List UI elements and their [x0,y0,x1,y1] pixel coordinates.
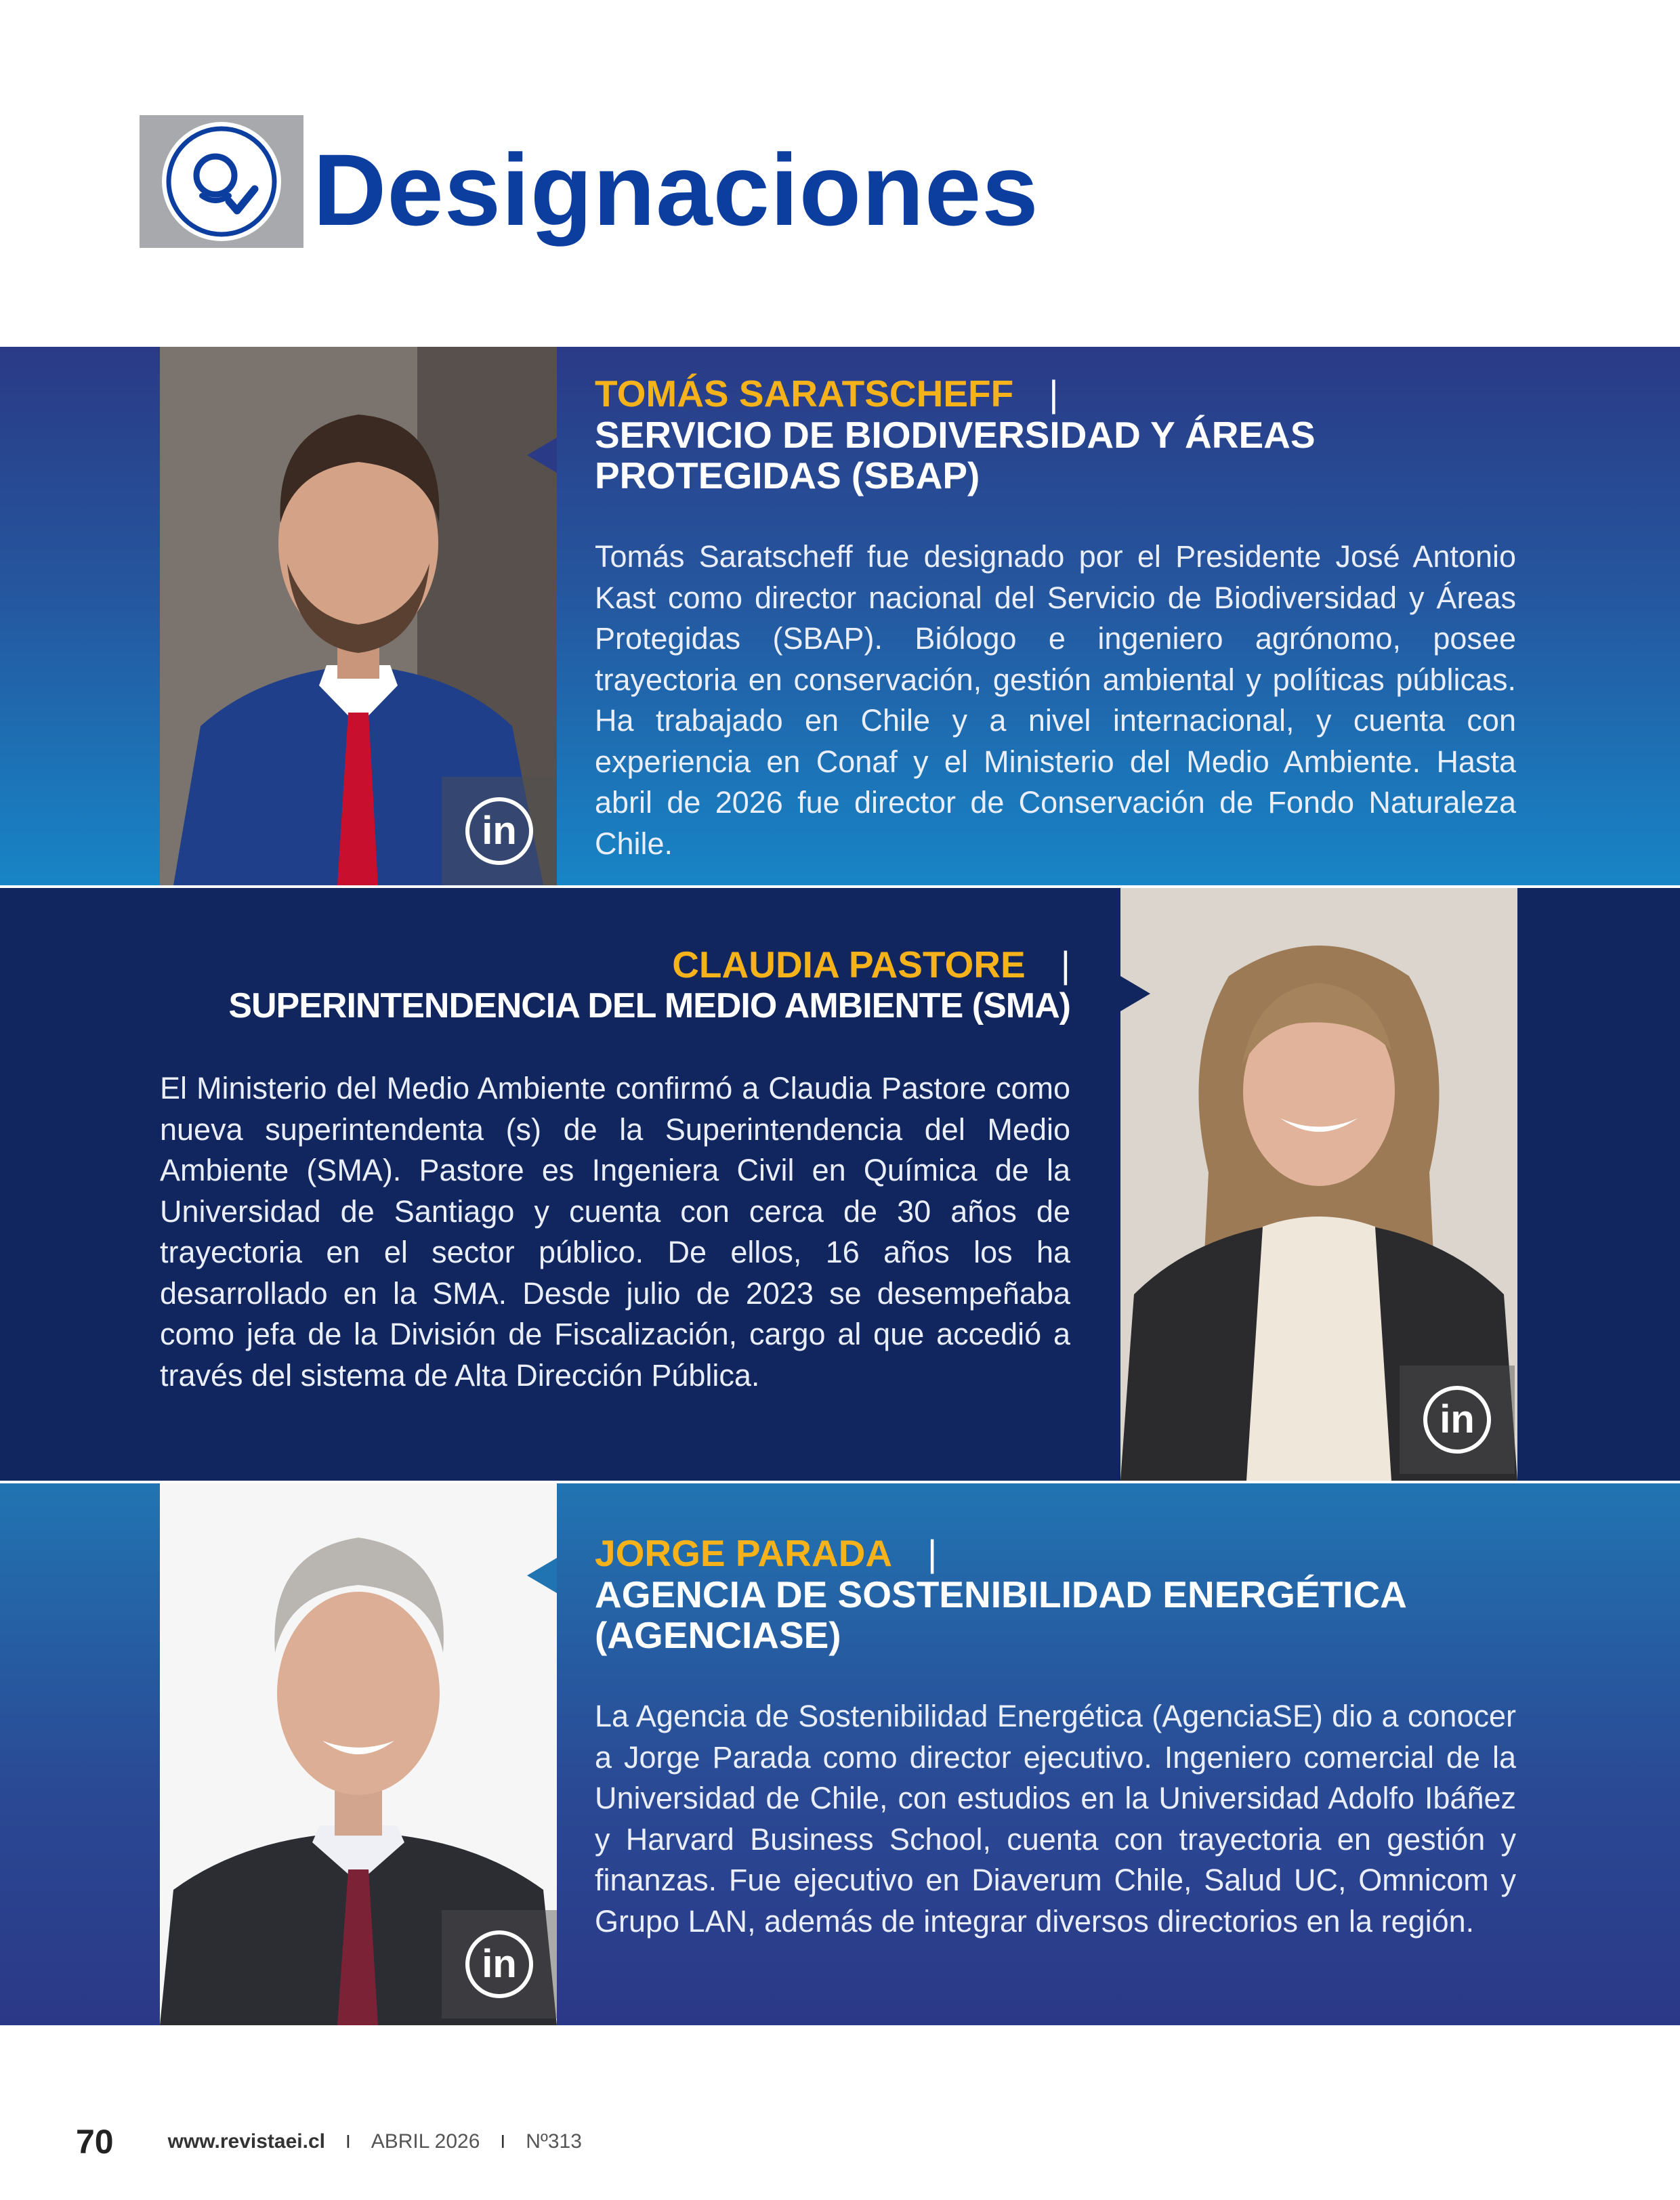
profile-bio: Tomás Saratscheff fue designado por el Presidente José Antonio Kast como director nacional del Servicio de Biodiversidad y Áreas Protegidas (SBAP). Biólogo e ingeniero agrónomo, posee trayectoria en conservación, gestión ambiental y políticas públicas. Ha trabajado en Chile y a nivel internacional, y cuenta con experiencia en Conaf y el Ministerio del Medio Ambiente. Hasta abril de 2026 fue director de Conservación de Fondo Naturaleza Chile. [595,539,1516,861]
linkedin-icon: in [465,1930,533,1998]
profile-organization: SUPERINTENDENCIA DEL MEDIO AMBIENTE (SMA) [228,986,1070,1025]
name-separator: | [1049,373,1059,415]
page-number: 70 [76,2123,114,2161]
pointer-arrow [1120,976,1150,1011]
profile-name: CLAUDIA PASTORE [672,944,1026,986]
profile-name: JORGE PARADA [595,1532,893,1574]
linkedin-button[interactable] [1400,1366,1515,1474]
profile-name-line [595,373,1516,415]
linkedin-button[interactable] [442,777,557,885]
profile-card [0,1483,1680,2025]
profile-bio: El Ministerio del Medio Ambiente confirmó a Claudia Pastore como nueva superintendenta (s) de la Superintendencia del Medio Ambiente (SMA). Pastore es Ingeniera Civil en Química de la Universidad de Santiago y cuenta con cerca de 30 años de trayectoria en el sector público. De ellos, 16 años los ha desarrollado en la SMA. Desde julio de 2023 se desempeñaba como jefa de la División de Fiscalización, cargo al que accedió a través del sistema de Alta Dirección Pública. [160,1071,1070,1393]
profile-name: TOMÁS SARATSCHEFF [595,373,1014,415]
profile-text [160,944,1070,1396]
footer-separator: I [500,2131,506,2152]
profile-organization: SERVICIO DE BIODIVERSIDAD Y ÁREAS PROTEGIDAS (SBAP) [595,414,1316,496]
profile-card [0,888,1680,1481]
linkedin-icon: in [465,797,533,865]
page-title: Designaciones [313,133,1039,247]
pointer-arrow [527,438,557,473]
search-check-icon [159,119,285,245]
profile-bio: La Agencia de Sostenibilidad Energética (AgenciaSE) dio a conocer a Jorge Parada como director ejecutivo. Ingeniero comercial de la Universidad de Chile, con estudios en la Universidad Adolfo Ibáñez y Harvard Business School, cuenta con trayectoria en gestión y finanzas. Fue ejecutivo en Diaverum Chile, Salud UC, Omnicom y Grupo LAN, además de integrar diversos directorios en la región. [595,1699,1516,1939]
profile-name-line [160,944,1070,986]
issue-number: Nº313 [526,2130,582,2153]
section-icon-box [140,115,303,248]
profile-name-line [595,1532,1516,1574]
profile-card [0,347,1680,885]
profile-organization: AGENCIA DE SOSTENIBILIDAD ENERGÉTICA (AGENCIASE) [595,1573,1406,1656]
issue-date: ABRIL 2026 [371,2130,480,2153]
pointer-arrow [527,1558,557,1593]
linkedin-icon: in [1423,1386,1491,1454]
website-link[interactable]: www.revistaei.cl [167,2130,325,2153]
profile-text [595,1532,1516,1942]
linkedin-button[interactable] [442,1910,557,2018]
page-footer [76,2120,582,2163]
name-separator: | [927,1532,938,1574]
name-separator: | [1060,944,1070,986]
footer-separator: I [345,2131,351,2152]
profile-text [595,373,1516,864]
